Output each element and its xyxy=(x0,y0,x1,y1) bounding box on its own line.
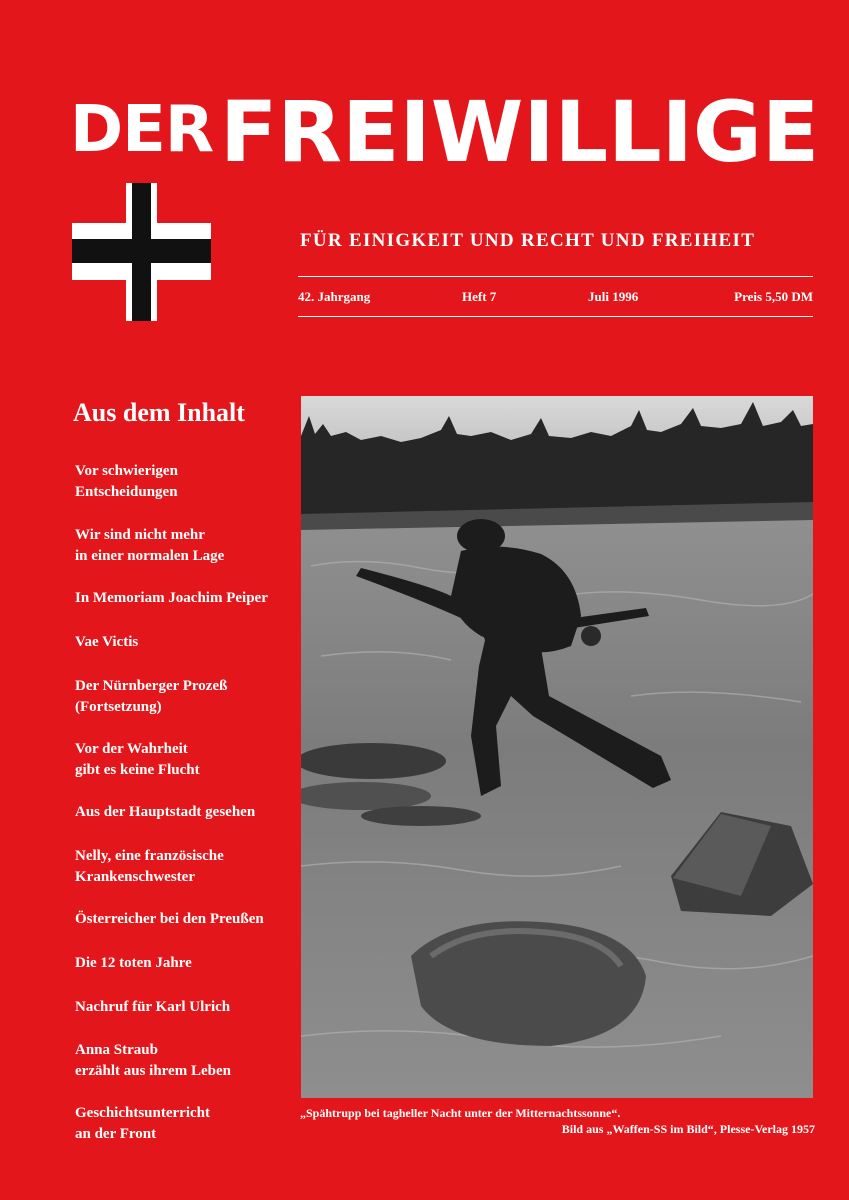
contents-item: Der Nürnberger Prozeß (Fortsetzung) xyxy=(75,678,228,715)
photo-caption-source: Bild aus „Waffen-SS im Bild“, Plesse-Verlag 1957 xyxy=(561,1122,815,1136)
issue-info xyxy=(298,289,813,307)
issue-date: Juli 1996 xyxy=(588,289,639,304)
contents-item: Nelly, eine französische Krankenschwester xyxy=(75,848,224,885)
issue-price: Preis 5,50 DM xyxy=(734,289,813,304)
contents-item: Aus der Hauptstadt gesehen xyxy=(75,804,256,820)
divider-top xyxy=(298,276,813,277)
masthead-title-large: FREIWILLIGE xyxy=(220,83,820,181)
contents-item: Geschichtsunterricht an der Front xyxy=(75,1105,210,1142)
contents-item: Vor schwierigen Entscheidungen xyxy=(75,463,178,500)
contents-item: Die 12 toten Jahre xyxy=(75,955,192,971)
contents-item: Anna Straub erzählt aus ihrem Leben xyxy=(75,1042,231,1079)
contents-item: Österreicher bei den Preußen xyxy=(75,911,264,927)
motto: FÜR EINIGKEIT UND RECHT UND FREIHEIT xyxy=(300,230,756,251)
issue-volume: 42. Jahrgang xyxy=(298,289,371,304)
contents-item: Nachruf für Karl Ulrich xyxy=(75,999,231,1015)
contents-heading: Aus dem Inhalt xyxy=(73,398,245,427)
contents-item: Vor der Wahrheit gibt es keine Flucht xyxy=(75,741,200,778)
issue-number: Heft 7 xyxy=(462,289,497,304)
contents-item: Vae Victis xyxy=(75,634,139,650)
photo-caption xyxy=(300,1105,815,1137)
contents-item: Wir sind nicht mehr in einer normalen Lage xyxy=(75,527,225,564)
masthead-title-small: DER xyxy=(70,93,214,167)
masthead xyxy=(70,83,820,190)
iron-cross-icon xyxy=(72,183,211,321)
photo-caption-title: „Spähtrupp bei tagheller Nacht unter der Mitternachtssonne“. xyxy=(300,1106,621,1120)
divider-bottom xyxy=(298,316,813,317)
cover-photo xyxy=(301,396,813,1098)
contents-item: In Memoriam Joachim Peiper xyxy=(75,590,268,606)
